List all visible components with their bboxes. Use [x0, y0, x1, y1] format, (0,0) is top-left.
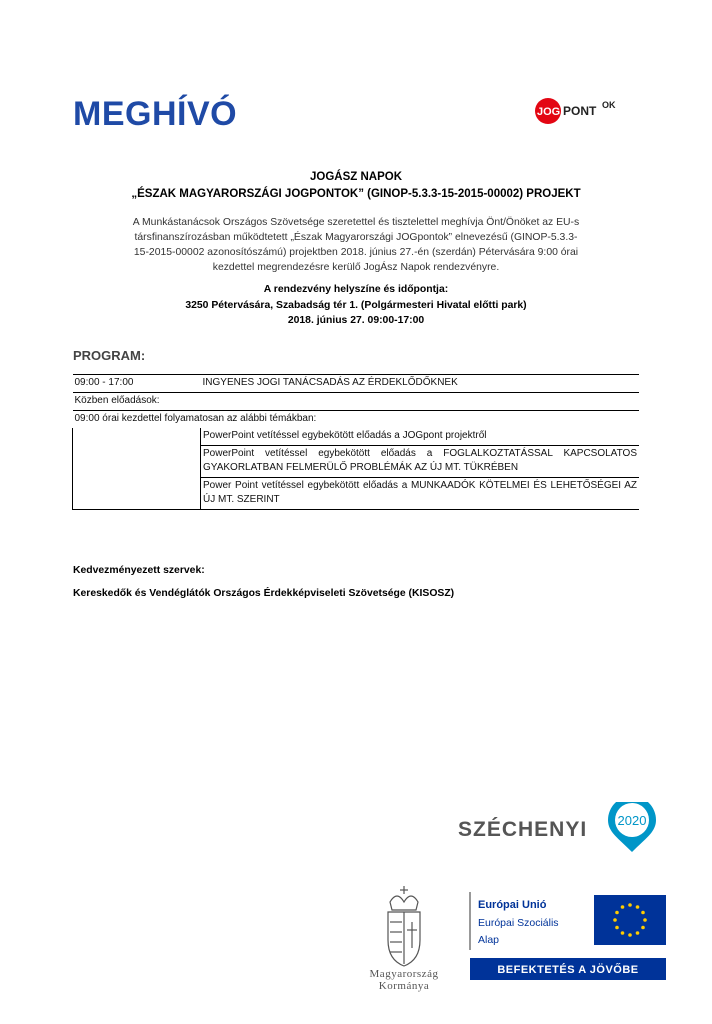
page-title: MEGHÍVÓ — [73, 95, 238, 133]
table-row — [73, 478, 640, 510]
empty-cell — [73, 478, 201, 510]
venue-address: 3250 Pétervására, Szabadság tér 1. (Polgármesteri Hivatal előtti park) — [185, 300, 527, 311]
venue-heading: A rendezvény helyszíne és időpontja: — [263, 284, 449, 295]
beneficiaries-label: Kedvezményezett szervek: — [73, 565, 205, 576]
intro-line: társfinanszírozásban működtetett „Észak Magyarországi JOGpontok” elnevezésű (GINOP-5.3.3- — [134, 232, 578, 243]
table-row — [73, 375, 640, 393]
event-subtitle: „ÉSZAK MAGYARORSZÁGI JOGPONTOK” (GINOP-5.3.3-15-2015-00002) PROJEKT — [131, 188, 581, 200]
government-line2: Kormánya — [378, 980, 430, 992]
szechenyi-text: SZÉCHENYI — [458, 818, 588, 841]
table-row — [73, 411, 640, 429]
activity-cell: INGYENES JOGI TANÁCSADÁS AZ ÉRDEKLŐDŐKNEK — [201, 375, 640, 393]
talk-cell: PowerPoint vetítéssel egybekötött előadás a JOGpont projektről — [201, 428, 640, 446]
intro-line: A Munkástanácsok Országos Szövetsége szeretettel és tisztelettel meghívja Önt/Önöket az EU-s — [132, 217, 580, 228]
szechenyi-2020-logo — [458, 802, 668, 862]
government-line1: Magyarország — [369, 968, 439, 980]
jogpontok-logo — [534, 94, 644, 128]
program-table — [72, 374, 639, 510]
event-title: JOGÁSZ NAPOK — [309, 171, 402, 183]
intro-line: 15-2015-00002 azonosítószámú) projektben 2018. június 27.-én (szerdán) Pétervására 9:00 órai — [133, 247, 579, 258]
program-heading: PROGRAM: — [73, 348, 146, 363]
eu-banner-text: BEFEKTETÉS A JÖVŐBE — [497, 964, 639, 976]
beneficiary-name: Kereskedők és Vendéglátók Országos Érdekképviseleti Szövetsége (KISOSZ) — [73, 588, 455, 599]
talk-cell: Power Point vetítéssel egybekötött előadás a MUNKAADÓK KÖTELMEI ÉS LEHETŐSÉGEI AZ ÚJ MT. SZERINT — [201, 478, 640, 510]
talks-start-cell: 09:00 órai kezdettel folyamatosan az alábbi témákban: — [73, 411, 640, 429]
coat-of-arms-icon — [388, 886, 420, 966]
intro-line: kezdettel megrendezésre kerülő JogÁsz Napok rendezvényre. — [212, 262, 500, 273]
time-cell: 09:00 - 17:00 — [73, 375, 201, 393]
talks-intro-cell: Közben előadások: — [73, 393, 640, 411]
eu-esf-logo — [466, 890, 676, 984]
hungarian-government-logo — [352, 882, 462, 992]
logo-pont-text: PONT — [563, 104, 597, 118]
eu-line2: Európai Szociális — [478, 917, 559, 929]
talk-cell: PowerPoint vetítéssel egybekötött előadás a FOGLALKOZTATÁSSAL KAPCSOLATOS GYAKORLATBAN FELMERÜLŐ PROBLÉMÁK AZ ÚJ MT. TÜKRÉBEN — [201, 446, 640, 478]
year-text: 2020 — [617, 813, 647, 828]
table-row — [73, 393, 640, 411]
eu-line3: Alap — [478, 934, 500, 946]
logo-ok-text: OK — [602, 100, 616, 110]
empty-cell — [73, 428, 201, 446]
logo-jog-text: JOG — [537, 106, 561, 118]
table-row — [73, 446, 640, 478]
invitation-text — [72, 215, 640, 275]
empty-cell — [73, 446, 201, 478]
table-row — [73, 428, 640, 446]
eu-flag-icon — [594, 895, 666, 945]
eu-line1: Európai Unió — [478, 899, 547, 911]
venue-time: 2018. június 27. 09:00-17:00 — [287, 315, 425, 326]
